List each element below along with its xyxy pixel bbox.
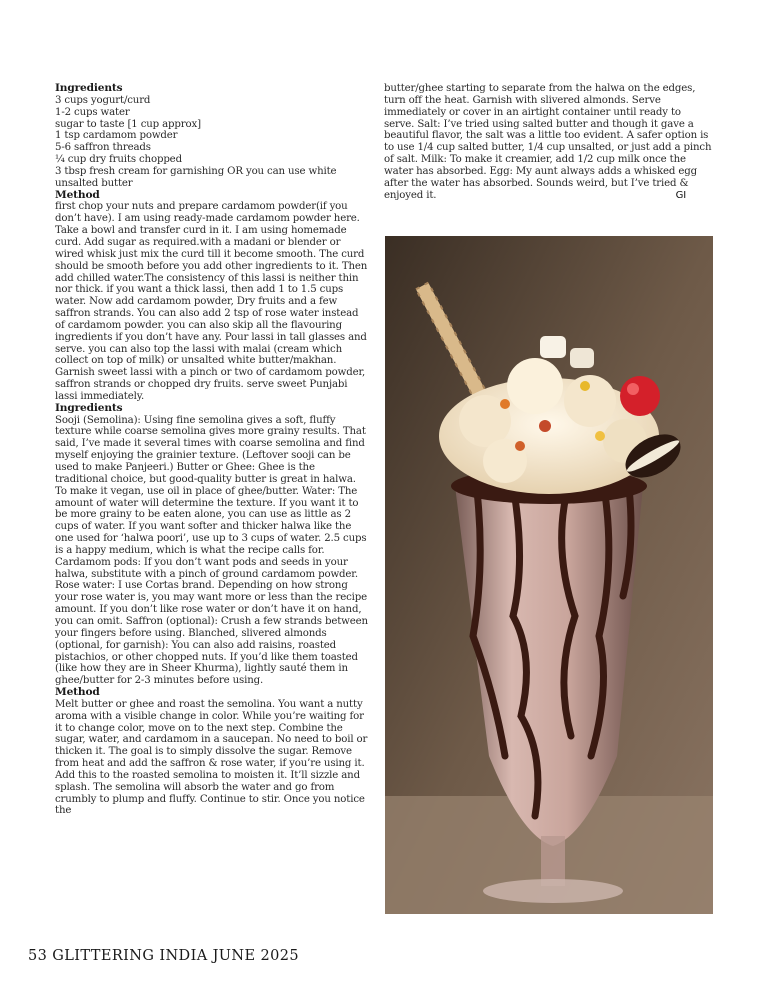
ingredient-line: ¼ cup dry fruits chopped [55, 154, 182, 166]
section-heading: Method [55, 686, 100, 699]
section-heading: Method [55, 188, 100, 201]
ingredient-line: sugar to taste [1 cup approx] [55, 118, 201, 130]
publication-name: GLITTERING INDIA JUNE 2025 [52, 948, 300, 964]
ingredient-line: 5-6 saffron threads [55, 142, 151, 154]
body-paragraph: Melt butter or ghee and roast the semolina. You want a nutty aroma with a visible change in color. While you’re waiting for it to change color, move on to the next step. Combine the sugar, water, and cardamom in a saucepan. No need to boil or thicken it. The goal is to simply dissolve the sugar. Remove from heat and add the saffron & rose water, if you’re using it. Add this to the roasted semolina to moisten it. It’ll sizzle and splash. The semolina will absorb the water and go from crumbly to plump and fluffy. Continue to stir. Once you notice the [55, 698, 368, 817]
right-text-column [384, 83, 714, 201]
left-text-column [55, 83, 369, 817]
page-number: 53 [28, 948, 48, 964]
body-paragraph: Cardamom pods: If you don’t want pods and seeds in your halwa, substitute with a pinch of ground cardamom powder. Rose water: I use Cortas brand. Depending on how strong your rose water is, you may want more or less than the recipe amount. If you don’t like rose water or don’t have it on hand, you can omit. Saffron (optional): Crush a few strands between your fingers before using. Blanched, slivered almonds (optional, for garnish): You can also add raisins, roasted pistachios, or other chopped nuts. If you’d like them toasted (like how they are in Sheer Khurma), lightly sauté them in ghee/butter for 2-3 minutes before using. [55, 556, 368, 687]
section-heading: Ingredients [55, 401, 123, 414]
ingredient-line: 3 cups yogurt/curd [55, 94, 151, 106]
continued-paragraph: butter/ghee starting to separate from the halwa on the edges, turn off the heat. Garnish with slivered almonds. Serve immediately or cover in an airtight container until ready to serve. Salt: I’ve tried using salted butter and though it gave a beautiful flavor, the salt was a little too evident. A safer option is to use 1/4 cup salted butter, 1/4 cup unsalted, or just add a pinch of salt. Milk: To make it creamier, add 1/2 cup milk once the water has absorbed. Egg: My aunt always adds a whisked egg after the water has absorbed. Sounds weird, but I’ve tried & enjoyed it. GI [384, 83, 712, 201]
milkshake-photo [385, 236, 713, 914]
ingredient-line: 1 tsp cardamom powder [55, 130, 178, 142]
ingredient-line: 3 tbsp fresh cream for garnishing OR you can use white unsalted butter [55, 165, 337, 189]
section-heading: Ingredients [55, 82, 123, 94]
body-paragraph: first chop your nuts and prepare cardamom powder(if you don’t have). I am using ready-made cardamom powder here. Take a bowl and transfer curd in it. I am using homemade curd. Add sugar as required.with a madani or blender or wired whisk just mix the curd till it become smooth. The curd should be smooth before you add other ingredients to it. Then add chilled water.The consistency of this lassi is neither thin nor thick. if you want a thick lassi, then add 1 to 1.5 cups water. Now add cardamom powder, Dry fruits and a few saffron strands. You can also add 2 tsp of rose water instead of cardamom powder. you can also skip all the flavouring ingredients if you don’t have any. Pour lassi in tall glasses and serve. you can also top the lassi with malai (cream which collect on top of milk) or unsalted white butter/makhan. Garnish sweet lassi with a pinch or two of cardamom powder, saffron strands or chopped dry fruits. serve sweet Punjabi lassi immediately. [55, 201, 368, 402]
ingredient-line: 1-2 cups water [55, 106, 130, 118]
body-paragraph: Sooji (Semolina): Using fine semolina gives a soft, fluffy texture while coarse semolina gives more grainy results. That said, I’ve made it several times with coarse semolina and find myself enjoying the grainier texture. (Leftover sooji can be used to make Panjeeri.) Butter or Ghee: Ghee is the traditional choice, but good-quality butter is great in halwa. To make it vegan, use oil in place of ghee/butter. Water: The amount of water will determine the texture. If you want it to be more grainy to be eaten alone, you can use as little as 2 cups of water. If you want softer and thicker halwa like the one used for ‘halwa poori’, use up to 3 cups of water. 2.5 cups is a happy medium, which is what the recipe calls for. [55, 414, 367, 556]
page-footer [28, 948, 299, 964]
author-signoff: GI [675, 189, 686, 201]
